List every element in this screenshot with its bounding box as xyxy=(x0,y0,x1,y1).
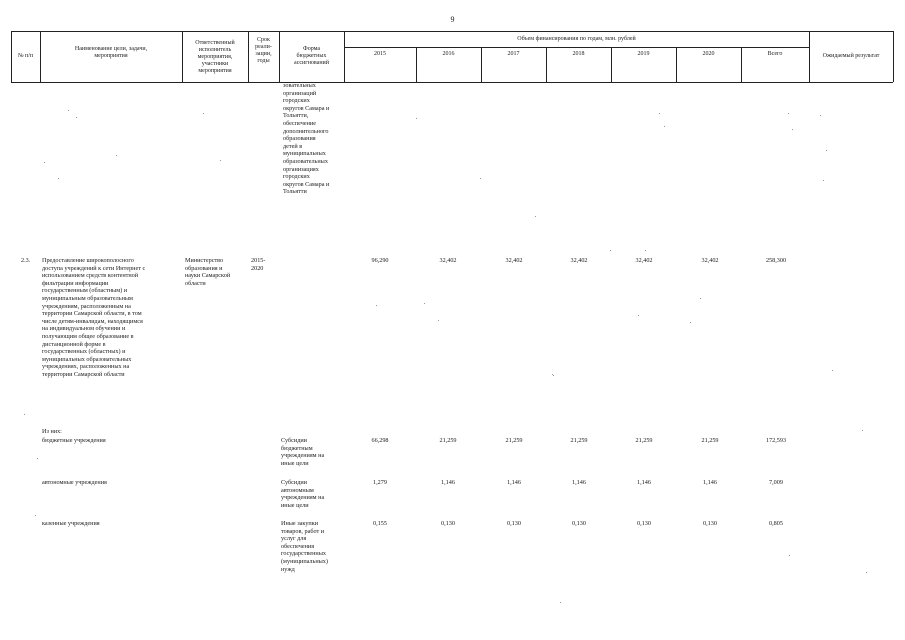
subrow-value-2015: 0,155 xyxy=(373,520,387,527)
subrow-value-2020: 21,259 xyxy=(701,437,719,444)
subrow-value-2019: 21,259 xyxy=(635,437,653,444)
subrow-value-2016: 0,130 xyxy=(441,520,455,527)
subrow-value-2019: 1,146 xyxy=(637,479,651,486)
subrow-form: Субсидии автономным учреждениям на иные цели xyxy=(281,479,325,509)
subrow-name: автономные учреждения xyxy=(42,479,107,486)
including-label: Из них: xyxy=(42,428,62,435)
item-value-2019: 32,402 xyxy=(635,257,653,264)
item-responsible: Министерство образования и науки Самарской области xyxy=(185,257,231,287)
item-term: 2015- 2020 xyxy=(251,257,266,272)
header-funding: Объем финансирования по годам, млн. рублей xyxy=(517,35,636,42)
header-name: Наименование цели, задачи, мероприятия xyxy=(74,46,148,59)
header-year-2017: 2017 xyxy=(507,50,520,57)
subrow-name: бюджетные учреждения xyxy=(42,437,106,444)
continuation-form-text: зовательных организаций городских округов Самара и Тольятти, обеспечение дополнительного образования детей в муниципальных образовательных организациях городских округов Самара и Тольятти xyxy=(283,82,330,196)
subrow-form: Иные закупки товаров, работ и услуг для обеспечения государственных (муниципальных) нужд xyxy=(281,520,328,573)
subrow-value-2016: 1,146 xyxy=(441,479,455,486)
subrow-value-total: 172,593 xyxy=(765,437,787,444)
header-year-2015: 2015 xyxy=(374,50,386,57)
item-value-2020: 32,402 xyxy=(701,257,719,264)
header-num: № п/п xyxy=(17,53,34,59)
header-form: Форма бюджетных ассигнований xyxy=(294,46,329,66)
header-year-2018: 2018 xyxy=(572,50,585,57)
header-responsible: Ответственный исполнитель мероприятия, участники мероприятия xyxy=(195,39,235,74)
subrow-value-2018: 1,146 xyxy=(572,479,586,486)
item-value-total: 258,300 xyxy=(765,257,787,264)
subrow-value-2020: 0,130 xyxy=(703,520,717,527)
page-number: 9 xyxy=(450,15,455,24)
subrow-value-2018: 21,259 xyxy=(570,437,588,444)
subrow-value-2020: 1,146 xyxy=(703,479,717,486)
subrow-value-total: 7,009 xyxy=(769,479,783,486)
subrow-value-2019: 0,130 xyxy=(637,520,651,527)
subrow-value-2017: 1,146 xyxy=(507,479,521,486)
item-value-2018: 32,402 xyxy=(570,257,588,264)
header-expected-result: Ожидаемый результат xyxy=(822,53,880,59)
subrow-value-total: 0,805 xyxy=(769,520,783,527)
subrow-name: казенные учреждения xyxy=(42,520,100,527)
item-number: 2.3. xyxy=(21,257,31,264)
header-year-2016: 2016 xyxy=(442,50,455,57)
subrow-value-2016: 21,259 xyxy=(439,437,457,444)
subrow-form: Субсидии бюджетным учреждениям на иные цели xyxy=(281,437,325,467)
header-year-2020: 2020 xyxy=(702,50,715,57)
header-year-2019: 2019 xyxy=(637,50,650,57)
header-term: Срок реали-зации, годы xyxy=(255,37,272,64)
subrow-value-2018: 0,130 xyxy=(572,520,586,527)
item-value-2017: 32,402 xyxy=(505,257,523,264)
header-total: Всего xyxy=(767,50,783,57)
subrow-value-2017: 21,259 xyxy=(505,437,523,444)
subrow-value-2017: 0,130 xyxy=(507,520,521,527)
subrow-value-2015: 1,279 xyxy=(373,479,387,486)
subrow-value-2015: 66,298 xyxy=(371,437,389,444)
item-value-2015: 96,290 xyxy=(371,257,389,264)
item-value-2016: 32,402 xyxy=(439,257,457,264)
item-name: Предоставление широкополосного доступа учреждений к сети Интернет с использованием средств контентной фильтрации информации государственным (областным) и муниципальным образовательным учреждениям, расположенным на территории Самарской области, в том числе детям-инвалидам, находящимся на индивидуальном обучении и получающим общее образование в дистанционной форме в государственных (областных) и муниципальных образовательных учреждениях, расположенных на территории Самарской области xyxy=(42,257,146,378)
